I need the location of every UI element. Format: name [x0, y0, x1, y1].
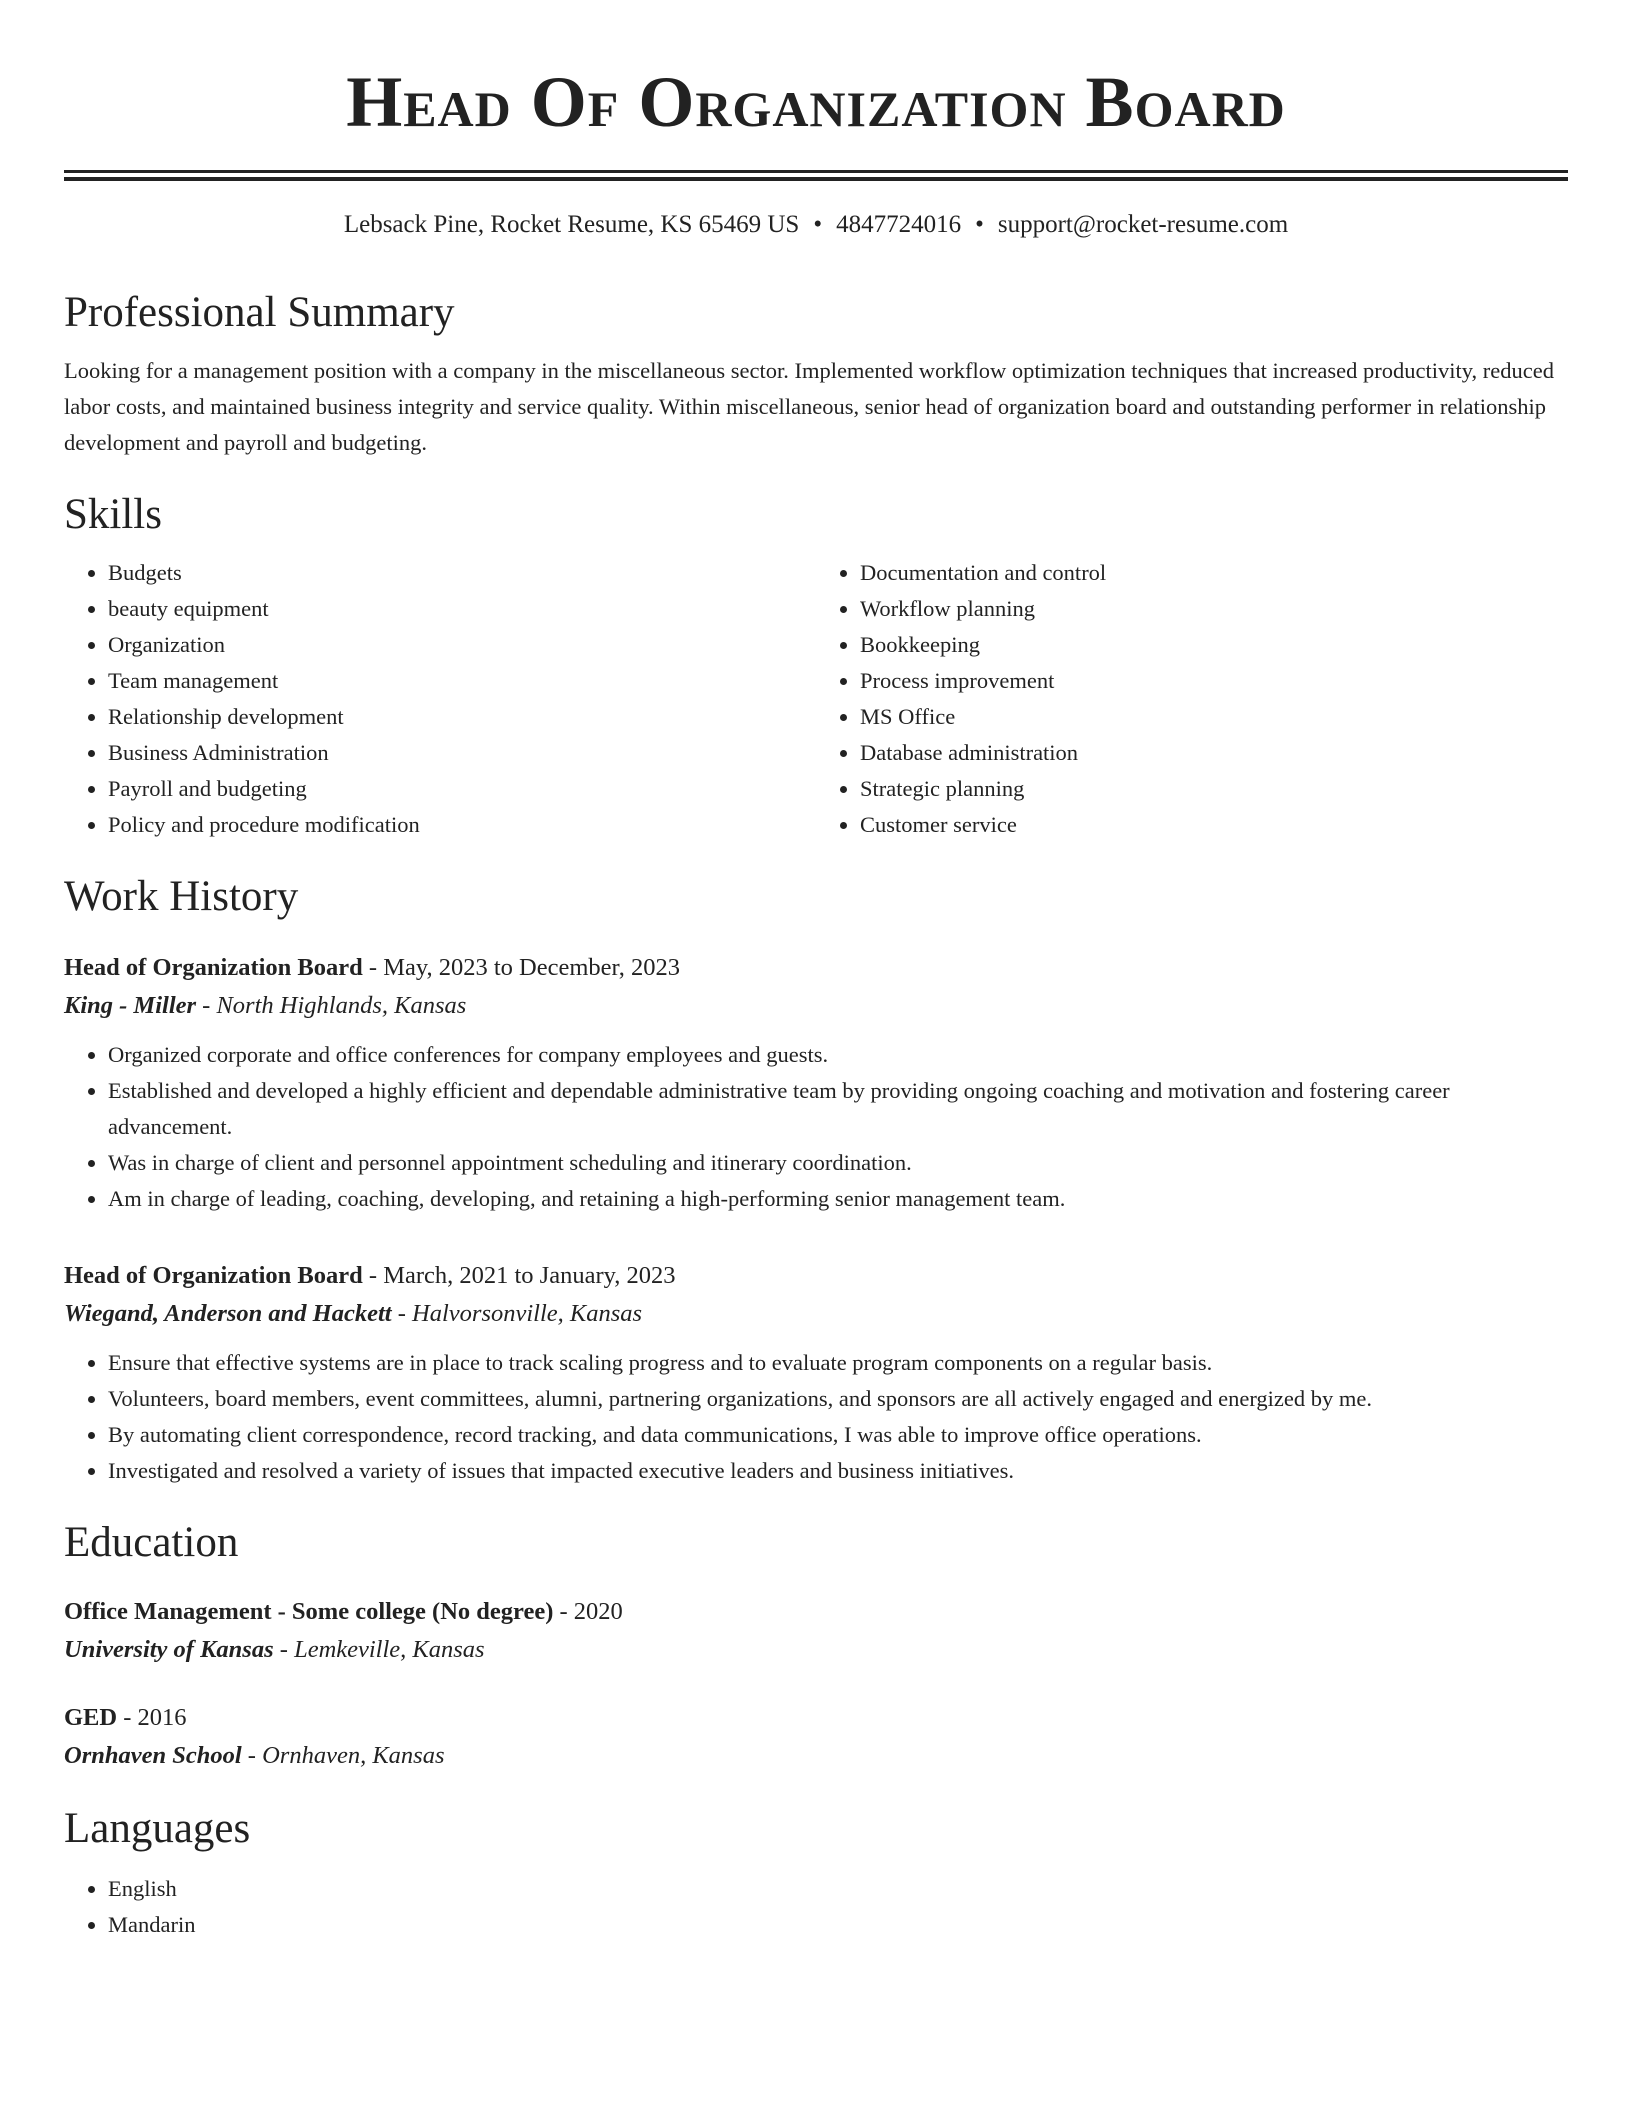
job-bullet: • Established and developed a highly efficient and dependable administrative team by providing ongoing coaching and motivation and fostering career advancement.	[108, 1073, 1568, 1145]
job-bullet: • Ensure that effective systems are in place to track scaling progress and to evaluate program components on a regular basis.	[108, 1345, 1568, 1381]
skill-item: • Business Administration	[108, 735, 816, 771]
languages-list	[64, 1871, 1568, 1943]
degree-line: GED - 2016	[64, 1704, 187, 1731]
job-title-line: Head of Organization Board - May, 2023 to December, 2023	[64, 954, 680, 981]
skill-item: • Customer service	[860, 807, 1568, 843]
job-position: Head of Organization Board	[64, 1262, 363, 1289]
school-name: Ornhaven School	[64, 1742, 242, 1769]
summary-text: Looking for a management position with a company in the miscellaneous sector. Implemented workflow optimization techniques that increased productivity, reduced labor costs, and maintained business integrity and service quality. Within miscellaneous, senior head of organization board and outstanding performer in relationship development and payroll and budgeting.	[64, 358, 1554, 455]
contact-address: Lebsack Pine, Rocket Resume, KS 65469 US	[343, 211, 800, 238]
degree-year: 2016	[137, 1704, 187, 1731]
employer-location: North Highlands, Kansas	[216, 992, 467, 1019]
skill-item: • Process improvement	[860, 663, 1568, 699]
candidate-name: Head Of Organization Board	[346, 62, 1286, 142]
work-history-heading: Work History	[64, 873, 299, 920]
job-bullet: • Was in charge of client and personnel appointment scheduling and itinerary coordination.	[108, 1145, 1568, 1181]
skill-item: • Relationship development	[108, 699, 816, 735]
school-name: University of Kansas	[64, 1636, 274, 1663]
school-line: University of Kansas - Lemkeville, Kansas	[64, 1636, 485, 1663]
skill-item: • Documentation and control	[860, 555, 1568, 591]
summary-heading: Professional Summary	[64, 289, 455, 336]
job-bullet: • Investigated and resolved a variety of issues that impacted executive leaders and business initiatives.	[108, 1453, 1568, 1489]
skills-column-left	[64, 555, 816, 843]
languages-heading: Languages	[64, 1805, 251, 1852]
skill-item: • Workflow planning	[860, 591, 1568, 627]
degree-line: Office Management - Some college (No degree) - 2020	[64, 1598, 623, 1625]
skills-list	[64, 555, 1568, 843]
contact-email: support@rocket-resume.com	[997, 211, 1289, 238]
education-entry	[64, 1593, 1568, 1669]
job-entry	[64, 949, 1568, 1217]
degree-year: 2020	[573, 1598, 623, 1625]
employer-location: Halvorsonville, Kansas	[412, 1300, 643, 1327]
skill-item: • Budgets	[108, 555, 816, 591]
school-location: Lemkeville, Kansas	[294, 1636, 485, 1663]
contact-separator: •	[975, 211, 984, 238]
employer-line: Wiegand, Anderson and Hackett - Halvorsonville, Kansas	[64, 1300, 643, 1327]
contact-info	[64, 207, 1568, 243]
job-bullet: • Volunteers, board members, event committees, alumni, partnering organizations, and sponsors are all actively engaged and energized by me.	[108, 1381, 1568, 1417]
education-heading: Education	[64, 1519, 239, 1566]
school-line: Ornhaven School - Ornhaven, Kansas	[64, 1742, 445, 1769]
skills-column-right	[816, 555, 1568, 843]
job-dates: March, 2021 to January, 2023	[383, 1262, 676, 1289]
skill-item: • Policy and procedure modification	[108, 807, 816, 843]
degree-name: Office Management - Some college (No degree)	[64, 1598, 554, 1625]
degree-name: GED	[64, 1704, 118, 1731]
employer-name: King - Miller	[64, 992, 197, 1019]
skill-item: • Team management	[108, 663, 816, 699]
skill-item: • beauty equipment	[108, 591, 816, 627]
education-entry	[64, 1699, 1568, 1775]
employer-line: King - Miller - North Highlands, Kansas	[64, 992, 467, 1019]
employer-name: Wiegand, Anderson and Hackett	[64, 1300, 392, 1327]
skill-item: • Database administration	[860, 735, 1568, 771]
skill-item: • MS Office	[860, 699, 1568, 735]
job-bullets	[64, 1345, 1568, 1489]
contact-separator: •	[813, 211, 823, 238]
skill-item: • Organization	[108, 627, 816, 663]
contact-phone: 4847724016	[836, 211, 962, 238]
job-dates: May, 2023 to December, 2023	[383, 954, 680, 981]
skill-item: • Bookkeeping	[860, 627, 1568, 663]
skill-item: • Strategic planning	[860, 771, 1568, 807]
job-bullet: • Am in charge of leading, coaching, developing, and retaining a high-performing senior management team.	[108, 1181, 1568, 1217]
skill-item: • Payroll and budgeting	[108, 771, 816, 807]
job-entry	[64, 1257, 1568, 1489]
job-bullet: • Organized corporate and office conferences for company employees and guests.	[108, 1037, 1568, 1073]
language-item: • English	[108, 1871, 1568, 1907]
skills-heading: Skills	[64, 491, 162, 538]
job-bullet: • By automating client correspondence, record tracking, and data communications, I was able to improve office operations.	[108, 1417, 1568, 1453]
job-title-line: Head of Organization Board - March, 2021 to January, 2023	[64, 1262, 676, 1289]
header-divider	[64, 170, 1568, 181]
language-item: • Mandarin	[108, 1907, 1568, 1943]
job-position: Head of Organization Board	[64, 954, 363, 981]
school-location: Ornhaven, Kansas	[262, 1742, 445, 1769]
job-bullets	[64, 1037, 1568, 1217]
